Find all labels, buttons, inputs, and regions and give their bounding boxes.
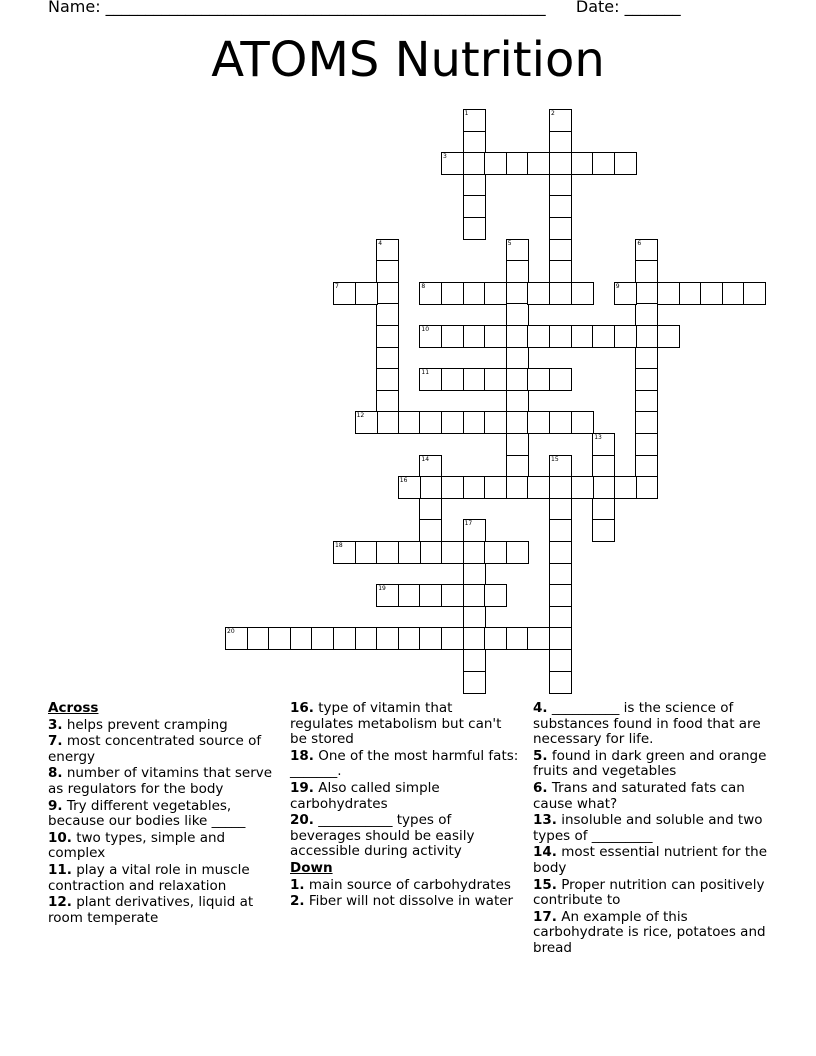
clue-item-number: 13. xyxy=(533,812,557,829)
clue-number: 8 xyxy=(421,282,426,290)
grid-cell[interactable] xyxy=(333,541,356,564)
grid-cell[interactable] xyxy=(506,390,529,413)
clue-number: 2 xyxy=(551,110,555,117)
grid-cell[interactable] xyxy=(635,476,658,499)
clue-number: 18 xyxy=(335,542,343,549)
grid-cell[interactable] xyxy=(463,325,486,348)
grid-cell[interactable] xyxy=(376,584,399,607)
clue-item-number: 6. xyxy=(533,779,548,796)
grid-cell[interactable] xyxy=(549,519,572,542)
grid-cell[interactable] xyxy=(376,282,399,305)
grid-cell[interactable] xyxy=(376,390,399,413)
clue-item-text: Fiber will not dissolve in water xyxy=(304,893,514,910)
grid-cell[interactable] xyxy=(484,584,507,607)
grid-cell[interactable] xyxy=(549,174,572,197)
clue-number: 7 xyxy=(335,282,339,290)
clue-column-3 xyxy=(533,701,773,958)
clue-item-text: An example of this carbohydrate is rice, potatoes and bread xyxy=(533,908,766,956)
grid-cell[interactable] xyxy=(333,282,356,305)
clue-item-text: most concentrated source of energy xyxy=(48,733,262,765)
clue-item-text: One of the most harmful fats: _______. xyxy=(290,747,519,780)
grid-cell[interactable] xyxy=(549,131,572,154)
grid-cell[interactable] xyxy=(635,347,658,370)
grid-cell[interactable] xyxy=(355,411,378,434)
grid-cell[interactable] xyxy=(635,303,658,326)
grid-cell[interactable] xyxy=(722,282,745,305)
grid-cell[interactable] xyxy=(355,282,378,305)
grid-cell[interactable] xyxy=(635,282,658,305)
grid-cell[interactable] xyxy=(484,476,507,499)
clue-item-text: number of vitamins that serve as regulators for the body xyxy=(48,765,273,797)
grid-cell[interactable] xyxy=(635,325,658,348)
grid-cell[interactable] xyxy=(592,325,615,348)
grid-cell[interactable] xyxy=(527,476,550,499)
clue-item-number: 10. xyxy=(48,829,72,846)
clue-item-number: 7. xyxy=(48,733,63,750)
grid-cell[interactable] xyxy=(398,627,421,650)
grid-cell[interactable] xyxy=(549,260,572,283)
date-field[interactable]: Date: _______ xyxy=(575,0,681,16)
grid-cell[interactable] xyxy=(355,541,378,564)
grid-cell[interactable] xyxy=(527,627,550,650)
grid-cell[interactable] xyxy=(419,541,442,564)
clue-item-text: Proper nutrition can positively contribute to xyxy=(533,876,765,909)
clue-item-number: 19. xyxy=(290,779,314,796)
grid-cell[interactable] xyxy=(484,282,507,305)
grid-cell[interactable] xyxy=(571,476,594,499)
grid-cell[interactable] xyxy=(398,541,421,564)
grid-cell[interactable] xyxy=(376,627,399,650)
clue-item xyxy=(533,749,773,780)
clue-item-text: ___________ types of beverages should be easily accessible during activity xyxy=(290,812,475,860)
grid-cell[interactable] xyxy=(441,627,464,650)
grid-cell[interactable] xyxy=(506,239,529,262)
clue-number: 5 xyxy=(507,239,512,247)
clue-item xyxy=(533,813,773,844)
down-heading: Down xyxy=(290,859,333,876)
grid-cell[interactable] xyxy=(592,152,615,175)
grid-cell[interactable] xyxy=(549,584,572,607)
grid-cell[interactable] xyxy=(743,282,766,305)
grid-cell[interactable] xyxy=(419,519,442,542)
grid-cell[interactable] xyxy=(398,476,421,499)
clue-item-text: Also called simple carbohydrates xyxy=(290,779,440,812)
clue-item-text: Trans and saturated fats can cause what? xyxy=(533,779,745,812)
grid-cell[interactable] xyxy=(549,217,572,240)
clue-item xyxy=(290,781,520,812)
clue-item-number: 11. xyxy=(48,861,72,878)
clue-item xyxy=(48,863,278,894)
grid-cell[interactable] xyxy=(549,627,572,650)
clue-number: 3 xyxy=(443,153,447,161)
grid-cell[interactable] xyxy=(441,325,464,348)
grid-cell[interactable] xyxy=(506,476,529,499)
grid-cell[interactable] xyxy=(506,541,529,564)
clue-number: 11 xyxy=(421,369,430,377)
grid-cell[interactable] xyxy=(419,476,442,499)
clue-number: 10 xyxy=(421,326,430,333)
clue-item-number: 12. xyxy=(48,894,72,911)
clue-item-text: plant derivatives, liquid at room temperate xyxy=(48,894,254,926)
page-title: ATOMS Nutrition xyxy=(211,32,605,88)
grid-cell[interactable] xyxy=(527,152,550,175)
clue-item-number: 17. xyxy=(533,908,557,925)
grid-cell[interactable] xyxy=(463,217,486,240)
grid-cell[interactable] xyxy=(441,584,464,607)
grid-cell[interactable] xyxy=(419,282,442,305)
grid-cell[interactable] xyxy=(549,606,572,629)
grid-cell[interactable] xyxy=(506,282,529,305)
grid-cell[interactable] xyxy=(376,411,399,434)
grid-cell[interactable] xyxy=(571,325,594,348)
grid-cell[interactable] xyxy=(376,303,399,326)
grid-cell[interactable] xyxy=(398,411,421,434)
grid-cell[interactable] xyxy=(463,368,486,391)
clue-item-text: Try different vegetables, because our bodies like _____ xyxy=(48,797,246,830)
grid-cell[interactable] xyxy=(463,131,486,154)
grid-cell[interactable] xyxy=(635,368,658,391)
grid-cell[interactable] xyxy=(484,152,507,175)
grid-cell[interactable] xyxy=(549,498,572,521)
grid-cell[interactable] xyxy=(463,282,486,305)
grid-cell[interactable] xyxy=(268,627,291,650)
grid-cell[interactable] xyxy=(463,519,486,542)
grid-cell[interactable] xyxy=(441,476,464,499)
grid-cell[interactable] xyxy=(635,390,658,413)
clue-item-text: type of vitamin that regulates metabolism but can't be stored xyxy=(290,700,502,748)
grid-cell[interactable] xyxy=(419,368,442,391)
grid-cell[interactable] xyxy=(484,368,507,391)
clue-number: 20 xyxy=(227,628,235,636)
clue-number: 12 xyxy=(356,412,365,420)
grid-cell[interactable] xyxy=(527,325,550,348)
clue-number: 4 xyxy=(378,239,383,247)
clue-item xyxy=(48,734,278,765)
clue-item-text: two types, simple and complex xyxy=(48,829,226,862)
clue-item-number: 4. xyxy=(533,700,548,716)
grid-cell[interactable] xyxy=(506,627,529,650)
grid-cell[interactable] xyxy=(376,325,399,348)
grid-cell[interactable] xyxy=(549,282,572,305)
clue-number: 14 xyxy=(421,455,430,463)
clue-item-text: __________ is the science of substances found in food that are necessary for life. xyxy=(533,700,761,748)
grid-cell[interactable] xyxy=(463,174,486,197)
clue-item-number: 2. xyxy=(290,893,305,910)
grid-cell[interactable] xyxy=(398,584,421,607)
grid-cell[interactable] xyxy=(635,239,658,262)
grid-cell[interactable] xyxy=(376,347,399,370)
grid-cell[interactable] xyxy=(527,411,550,434)
grid-cell[interactable] xyxy=(506,411,529,434)
clue-item-number: 5. xyxy=(533,747,548,764)
grid-cell[interactable] xyxy=(549,541,572,564)
name-field[interactable]: Name: _______________________________________________________ xyxy=(48,0,546,16)
grid-cell[interactable] xyxy=(549,671,572,694)
grid-cell[interactable] xyxy=(463,541,486,564)
grid-cell[interactable] xyxy=(247,627,270,650)
grid-cell[interactable] xyxy=(571,152,594,175)
clue-item-number: 14. xyxy=(533,844,557,861)
grid-cell[interactable] xyxy=(484,411,507,434)
grid-cell[interactable] xyxy=(592,476,615,499)
clue-item xyxy=(48,718,278,734)
grid-cell[interactable] xyxy=(463,152,486,175)
grid-cell[interactable] xyxy=(592,433,615,456)
grid-cell[interactable] xyxy=(635,455,658,478)
grid-cell[interactable] xyxy=(376,260,399,283)
grid-cell[interactable] xyxy=(506,152,529,175)
grid-cell[interactable] xyxy=(419,627,442,650)
grid-cell[interactable] xyxy=(614,152,637,175)
grid-cell[interactable] xyxy=(506,260,529,283)
clue-item-number: 20. xyxy=(290,812,314,829)
grid-cell[interactable] xyxy=(549,239,572,262)
clue-item-number: 16. xyxy=(290,700,314,716)
grid-cell[interactable] xyxy=(549,411,572,434)
across-heading: Across xyxy=(48,700,99,716)
clue-item xyxy=(48,831,278,862)
clue-item xyxy=(48,799,278,830)
grid-cell[interactable] xyxy=(225,627,248,650)
clue-column-1 xyxy=(48,701,278,927)
clue-item xyxy=(290,878,520,894)
clue-item-number: 9. xyxy=(48,797,63,814)
clue-item xyxy=(533,781,773,812)
clue-item-number: 15. xyxy=(533,876,557,893)
grid-cell[interactable] xyxy=(549,195,572,218)
grid-cell[interactable] xyxy=(592,455,615,478)
grid-cell[interactable] xyxy=(549,325,572,348)
grid-cell[interactable] xyxy=(614,282,637,305)
clue-item xyxy=(290,894,520,910)
grid-cell[interactable] xyxy=(419,325,442,348)
grid-cell[interactable] xyxy=(463,411,486,434)
clue-item xyxy=(290,749,520,780)
clue-item-number: 8. xyxy=(48,765,63,782)
grid-cell[interactable] xyxy=(463,584,486,607)
clue-item xyxy=(290,813,520,860)
grid-cell[interactable] xyxy=(527,368,550,391)
grid-cell[interactable] xyxy=(441,411,464,434)
grid-cell[interactable] xyxy=(311,627,334,650)
grid-cell[interactable] xyxy=(635,411,658,434)
clue-item-number: 3. xyxy=(48,716,63,733)
grid-cell[interactable] xyxy=(376,541,399,564)
grid-cell[interactable] xyxy=(700,282,723,305)
grid-cell[interactable] xyxy=(441,282,464,305)
grid-cell[interactable] xyxy=(571,411,594,434)
grid-cell[interactable] xyxy=(355,627,378,650)
grid-cell[interactable] xyxy=(376,368,399,391)
grid-cell[interactable] xyxy=(506,455,529,478)
grid-cell[interactable] xyxy=(549,109,572,132)
clue-number: 6 xyxy=(637,239,642,247)
clue-item xyxy=(533,845,773,876)
grid-cell[interactable] xyxy=(441,541,464,564)
grid-cell[interactable] xyxy=(463,627,486,650)
grid-cell[interactable] xyxy=(571,282,594,305)
grid-cell[interactable] xyxy=(463,195,486,218)
clue-item xyxy=(533,878,773,909)
grid-cell[interactable] xyxy=(463,563,486,586)
grid-cell[interactable] xyxy=(614,476,637,499)
grid-cell[interactable] xyxy=(484,325,507,348)
clue-item-text: found in dark green and orange fruits and vegetables xyxy=(533,747,767,780)
clue-number: 16 xyxy=(399,477,408,485)
clue-number: 1 xyxy=(464,110,469,117)
clue-number: 19 xyxy=(378,585,386,593)
grid-cell[interactable] xyxy=(657,282,680,305)
grid-cell[interactable] xyxy=(549,563,572,586)
grid-cell[interactable] xyxy=(463,649,486,672)
grid-cell[interactable] xyxy=(592,519,615,542)
clue-item-number: 18. xyxy=(290,747,314,764)
grid-cell[interactable] xyxy=(463,476,486,499)
grid-cell[interactable] xyxy=(549,368,572,391)
clue-number: 13 xyxy=(594,434,602,441)
clue-item-text: play a vital role in muscle contraction and relaxation xyxy=(48,861,250,894)
clue-item-text: helps prevent cramping xyxy=(62,716,228,733)
grid-cell[interactable] xyxy=(549,152,572,175)
clue-item xyxy=(290,701,520,748)
grid-cell[interactable] xyxy=(419,498,442,521)
grid-cell[interactable] xyxy=(419,411,442,434)
clue-item-text: main source of carbohydrates xyxy=(304,876,511,893)
grid-cell[interactable] xyxy=(419,584,442,607)
grid-cell[interactable] xyxy=(463,109,486,132)
grid-cell[interactable] xyxy=(376,239,399,262)
clue-item xyxy=(533,910,773,957)
clue-number: 17 xyxy=(464,520,473,528)
clue-number: 9 xyxy=(615,282,620,290)
grid-cell[interactable] xyxy=(549,476,572,499)
grid-cell[interactable] xyxy=(333,627,356,650)
grid-cell[interactable] xyxy=(527,282,550,305)
grid-cell[interactable] xyxy=(635,260,658,283)
grid-cell[interactable] xyxy=(506,325,529,348)
grid-cell[interactable] xyxy=(419,455,442,478)
grid-cell[interactable] xyxy=(290,627,313,650)
grid-cell[interactable] xyxy=(484,541,507,564)
clue-item-text: insoluble and soluble and two types of _________ xyxy=(533,812,763,844)
grid-cell[interactable] xyxy=(657,325,680,348)
clue-item-number: 1. xyxy=(290,876,305,893)
grid-cell[interactable] xyxy=(635,433,658,456)
grid-cell[interactable] xyxy=(549,455,572,478)
grid-cell[interactable] xyxy=(441,152,464,175)
grid-cell[interactable] xyxy=(614,325,637,348)
clue-item-text: most essential nutrient for the body xyxy=(533,844,767,876)
grid-cell[interactable] xyxy=(484,627,507,650)
clue-item xyxy=(48,895,278,926)
grid-cell[interactable] xyxy=(506,303,529,326)
grid-cell[interactable] xyxy=(506,368,529,391)
clue-item xyxy=(533,701,773,748)
grid-cell[interactable] xyxy=(506,347,529,370)
grid-cell[interactable] xyxy=(549,649,572,672)
grid-cell[interactable] xyxy=(506,433,529,456)
clue-item xyxy=(48,766,278,797)
grid-cell[interactable] xyxy=(463,606,486,629)
grid-cell[interactable] xyxy=(592,498,615,521)
clue-column-2 xyxy=(290,701,520,911)
grid-cell[interactable] xyxy=(463,671,486,694)
grid-cell[interactable] xyxy=(679,282,702,305)
clue-number: 15 xyxy=(551,455,559,463)
grid-cell[interactable] xyxy=(441,368,464,391)
